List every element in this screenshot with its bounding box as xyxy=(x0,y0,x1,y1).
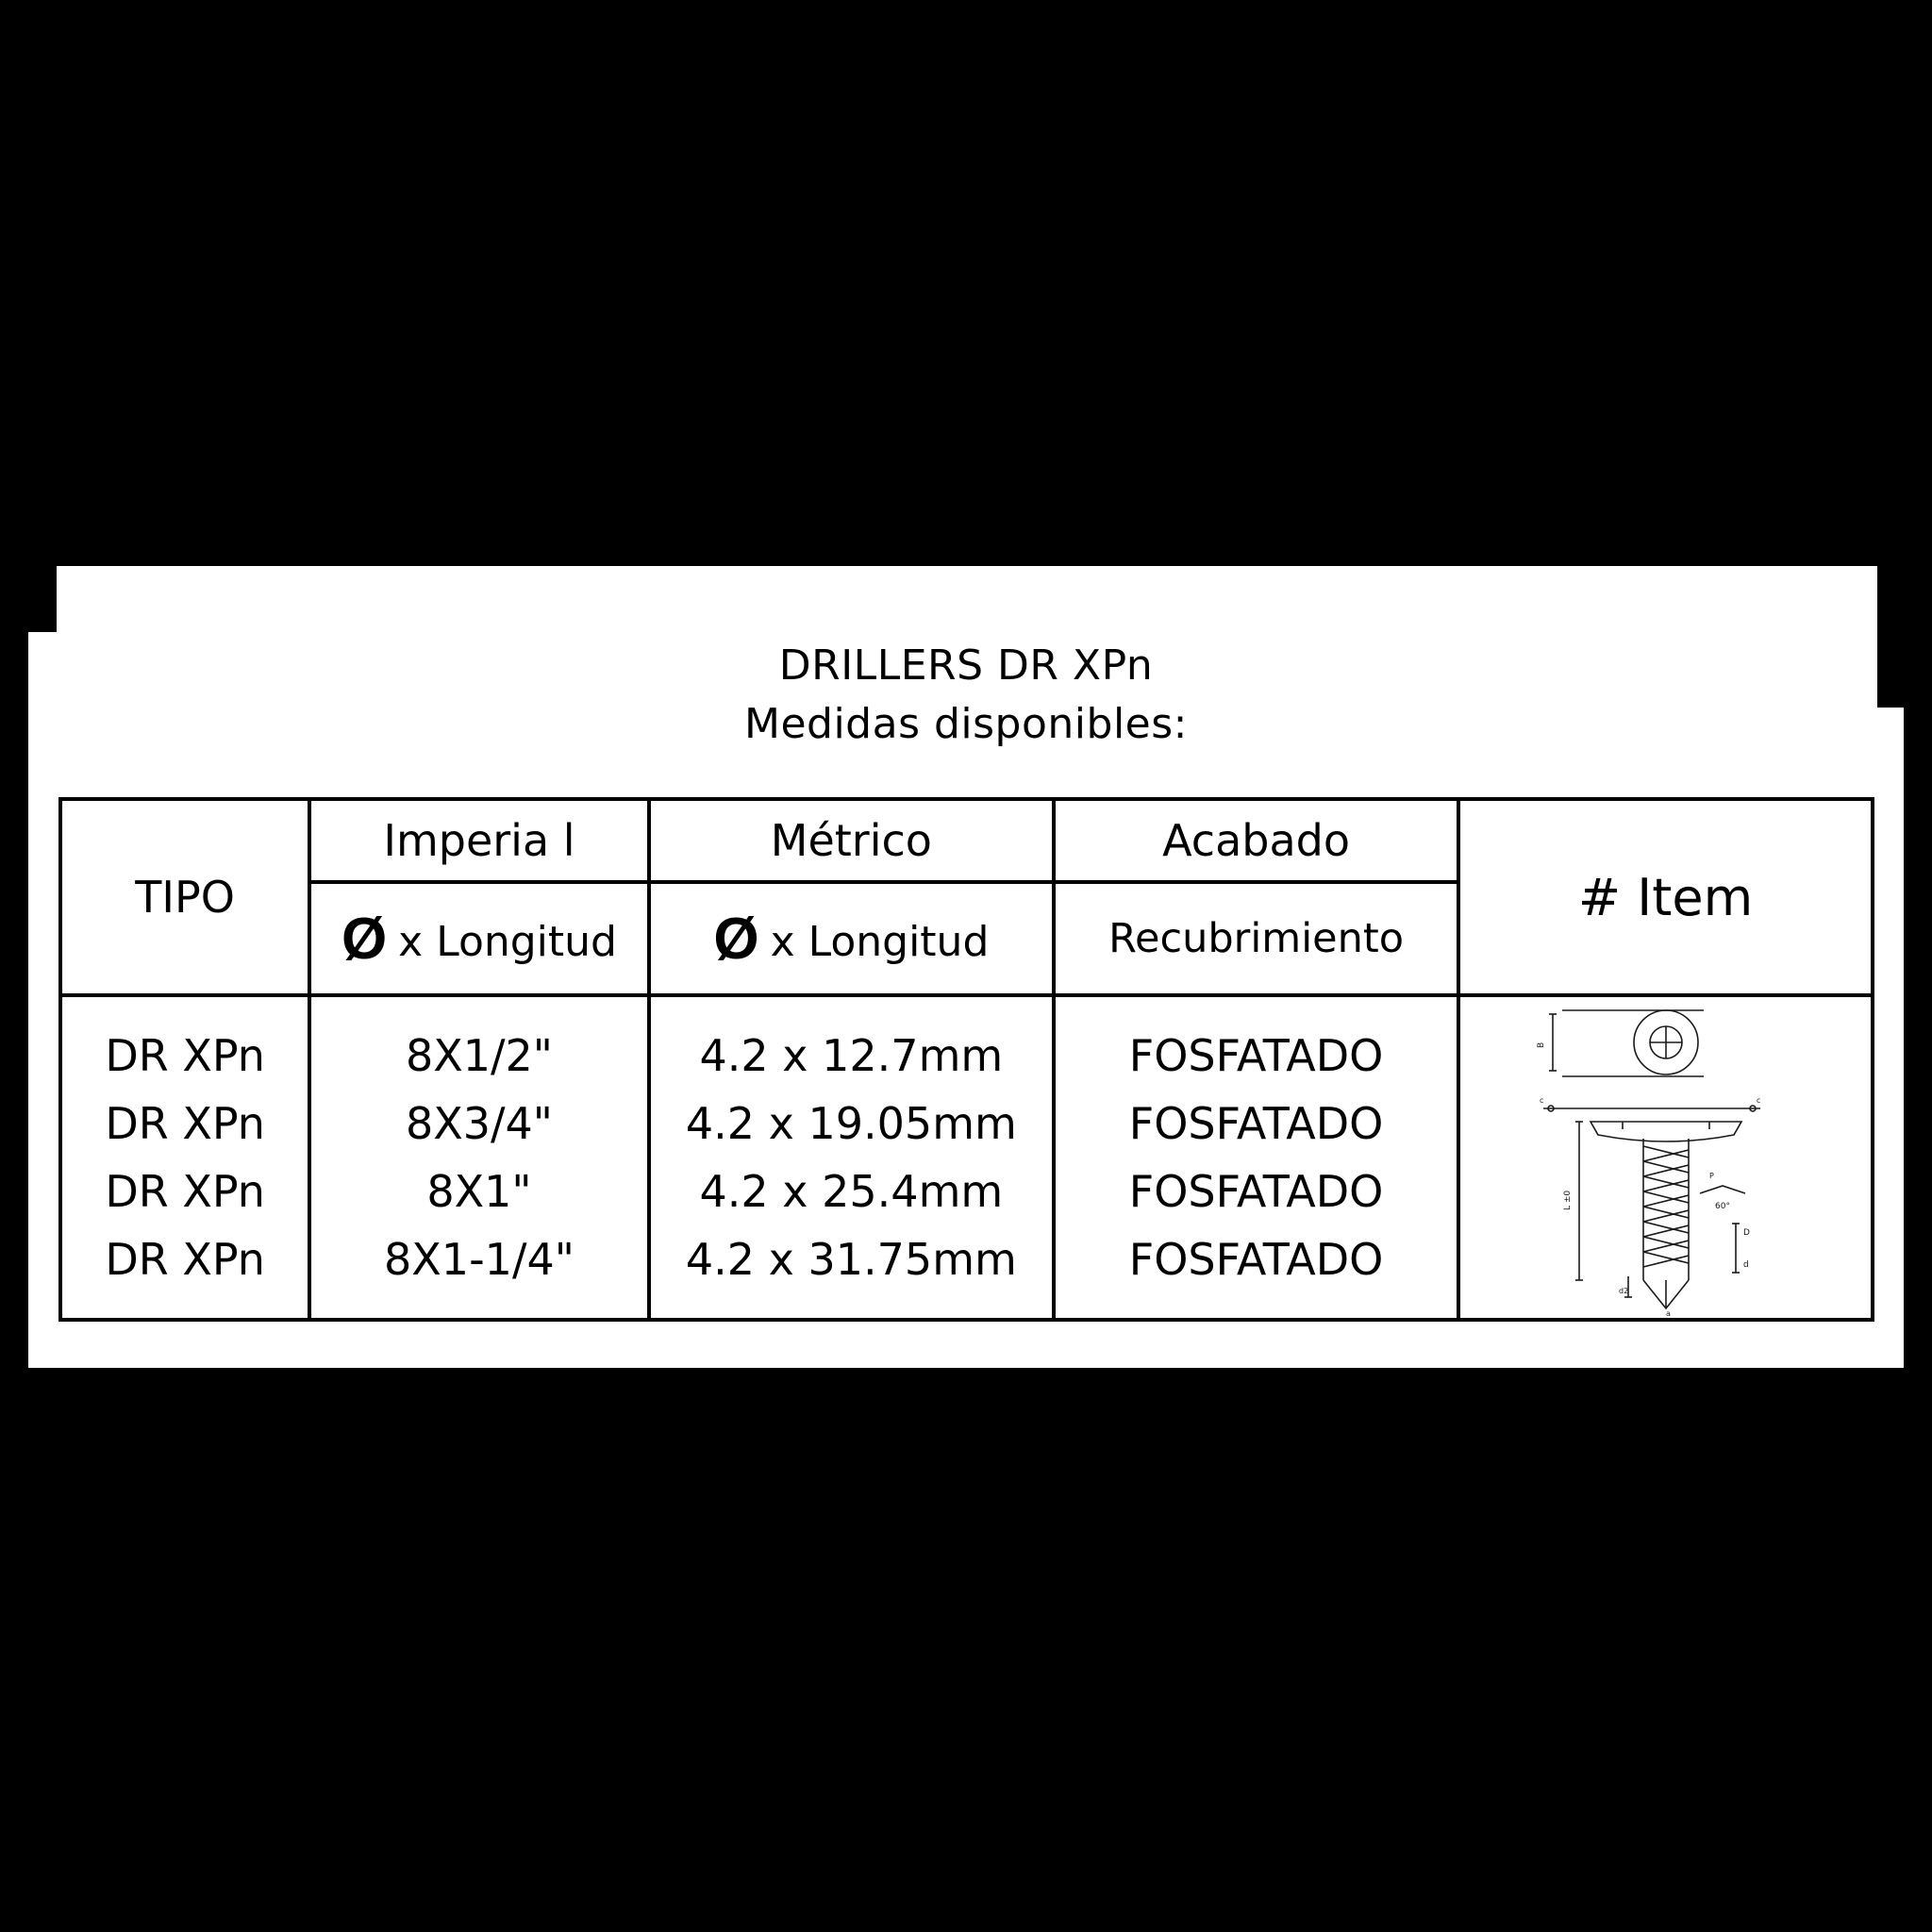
cell-metrico: 4.2 x 25.4mm xyxy=(699,1166,1004,1217)
header-metrico: Métrico xyxy=(649,799,1054,882)
label-dim-a: a xyxy=(1665,1309,1671,1318)
label-pitch: P xyxy=(1708,1172,1714,1180)
cell-metrico-column xyxy=(649,995,1054,1320)
subheader-imperial xyxy=(309,882,648,995)
table-body-row xyxy=(60,995,1873,1320)
cell-acabado: FOSFATADO xyxy=(1128,1234,1384,1285)
screw-drawing-svg xyxy=(1524,997,1807,1318)
header-tipo: TIPO xyxy=(60,799,309,995)
header-acabado: Acabado xyxy=(1054,799,1458,882)
header-imperial: Imperia l xyxy=(309,799,648,882)
label-head-width: B xyxy=(1536,1041,1546,1048)
sheet-top-strip xyxy=(28,566,1904,587)
label-dim-c: c xyxy=(1539,1096,1543,1105)
subheader-acabado: Recubrimiento xyxy=(1054,882,1458,995)
cell-tipo: DR XPn xyxy=(105,1166,265,1217)
label-small-dim: d xyxy=(1742,1260,1749,1270)
cell-acabado-column xyxy=(1054,995,1458,1320)
cell-item-drawing xyxy=(1458,995,1873,1320)
label-dim-c2: c xyxy=(1756,1096,1760,1105)
subheader-metrico-label: x Longitud xyxy=(770,917,990,966)
header-item: # Item xyxy=(1458,799,1873,995)
cell-tipo-column xyxy=(60,995,309,1320)
cell-tipo: DR XPn xyxy=(105,1098,265,1149)
subheader-metrico xyxy=(649,882,1054,995)
page-subtitle: Medidas disponibles: xyxy=(743,700,1188,748)
cell-imperial: 8X1/2" xyxy=(405,1030,553,1081)
sheet-notch-left xyxy=(0,566,57,632)
label-angle: 60° xyxy=(1714,1202,1730,1211)
cell-metrico: 4.2 x 31.75mm xyxy=(685,1234,1017,1285)
cell-imperial: 8X3/4" xyxy=(405,1098,553,1149)
diameter-icon: Ø xyxy=(713,906,759,972)
cell-tipo: DR XPn xyxy=(105,1030,265,1081)
cell-imperial: 8X1" xyxy=(426,1166,532,1217)
label-diameter: D xyxy=(1742,1228,1750,1238)
table-header-row-group xyxy=(60,799,1873,882)
screw-technical-drawing xyxy=(1460,997,1871,1318)
diameter-icon: Ø xyxy=(341,906,388,972)
subheader-imperial-label: x Longitud xyxy=(398,917,617,966)
cell-metrico: 4.2 x 12.7mm xyxy=(699,1030,1004,1081)
cell-acabado: FOSFATADO xyxy=(1128,1030,1384,1081)
cell-acabado: FOSFATADO xyxy=(1128,1166,1384,1217)
label-length: L ±0 xyxy=(1562,1190,1573,1210)
document-title-block xyxy=(28,637,1904,754)
screw-head-top-view xyxy=(1537,1010,1704,1076)
page-title: DRILLERS DR XPn xyxy=(778,641,1154,690)
cell-acabado: FOSFATADO xyxy=(1128,1098,1384,1149)
label-dim-d2: d2 xyxy=(1618,1287,1628,1295)
cell-tipo: DR XPn xyxy=(105,1234,265,1285)
cell-imperial-column xyxy=(309,995,648,1320)
screw-side-view xyxy=(1540,1096,1760,1318)
specifications-table xyxy=(58,797,1874,1322)
cell-imperial: 8X1-1/4" xyxy=(384,1234,575,1285)
cell-metrico: 4.2 x 19.05mm xyxy=(685,1098,1017,1149)
